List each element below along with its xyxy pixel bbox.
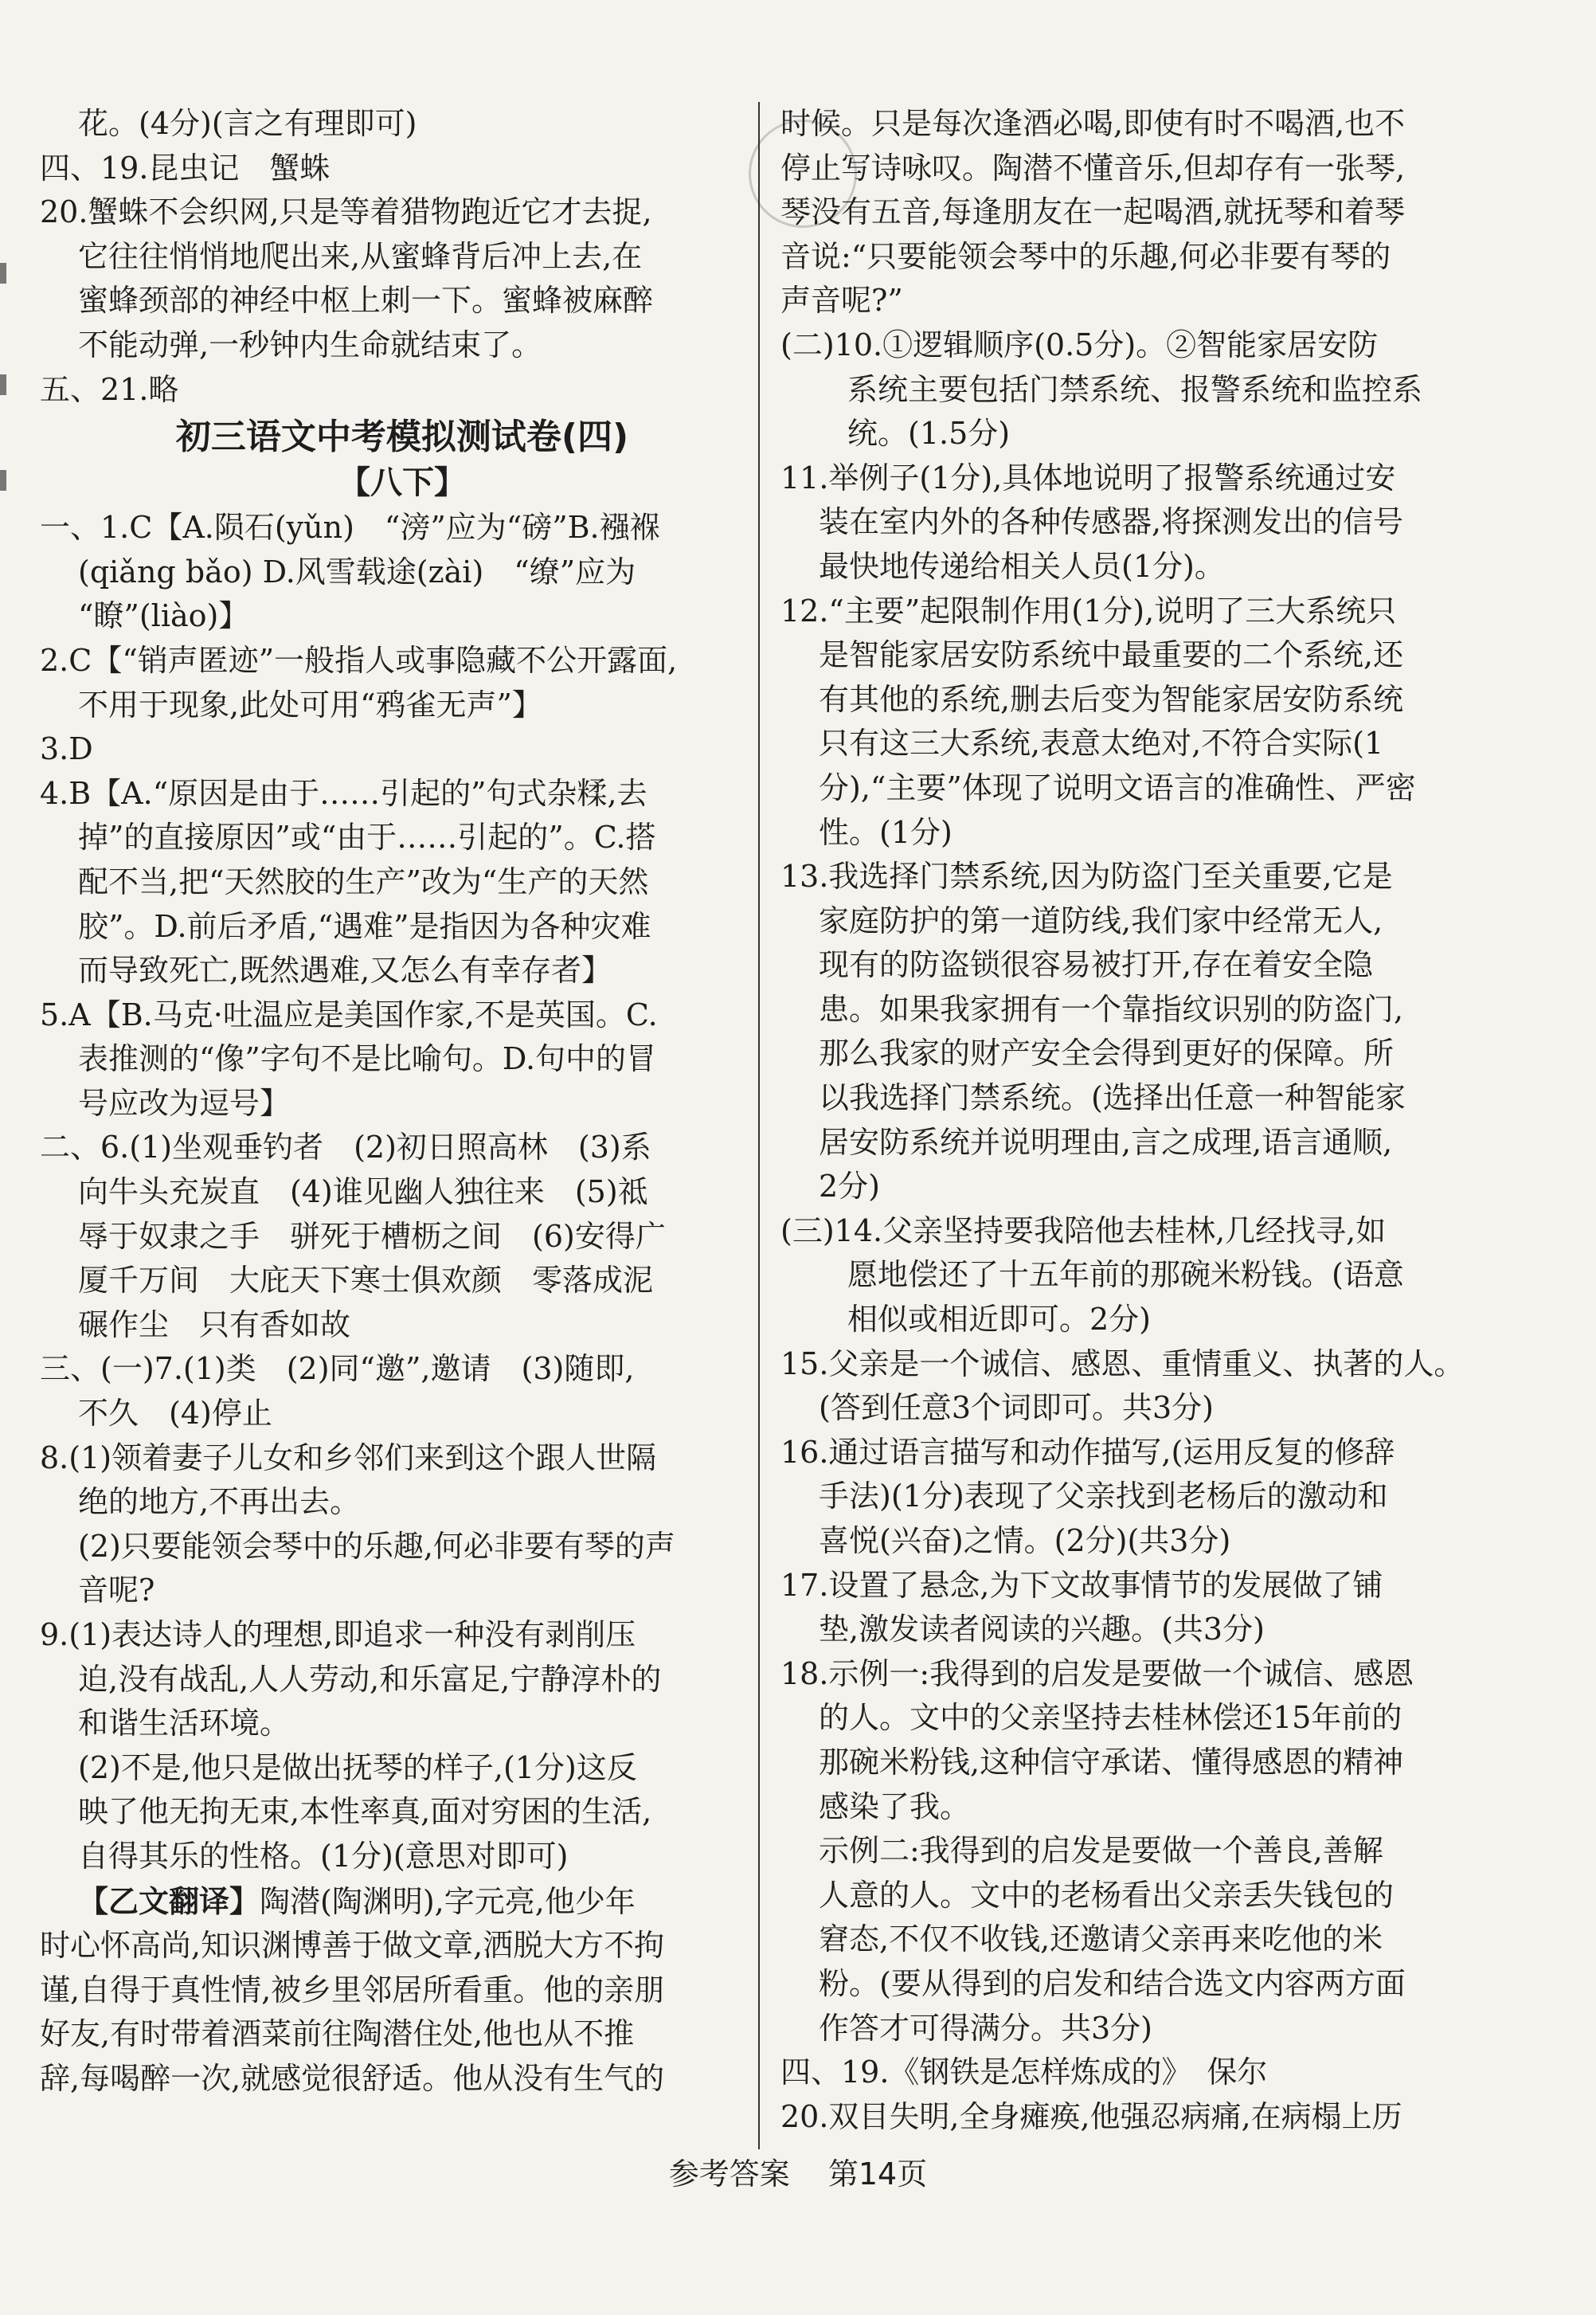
text-line: 的人。文中的父亲坚持去桂林偿还15年前的 xyxy=(819,1700,1402,1736)
left-body-section xyxy=(40,506,765,1878)
text-line: 粉。(要从得到的启发和结合选文内容两方面 xyxy=(819,1965,1406,2001)
text-line: 3.D xyxy=(40,731,93,767)
text-line: 不用于现象,此处可用“鸦雀无声”】 xyxy=(78,687,542,723)
text-line: 现有的防盗锁很容易被打开,存在着安全隐 xyxy=(819,947,1374,983)
translation-section xyxy=(40,1924,765,2101)
text-line: 厦千万间 大庇天下寒士俱欢颜 零落成泥 xyxy=(78,1263,654,1299)
edge-mark xyxy=(0,470,6,491)
text-line: 掉”的直接原因”或“由于……引起的”。C.搭 xyxy=(78,820,656,856)
text-line: 表推测的“像”字句不是比喻句。D.句中的冒 xyxy=(78,1041,657,1077)
text-line: 感染了我。 xyxy=(819,1788,971,1824)
text-line: 垫,激发读者阅读的兴趣。(共3分) xyxy=(819,1612,1265,1647)
text-line: 时候。只是每次逢酒必喝,即使有时不喝酒,也不 xyxy=(780,106,1406,141)
text-line: 音呢? xyxy=(78,1573,155,1608)
exam-title: 初三语文中考模拟测试卷(四) xyxy=(175,417,629,458)
text-line: 性。(1分) xyxy=(819,814,953,850)
text-line: 碾作尘 只有香如故 xyxy=(78,1306,351,1342)
text-line: 居安防系统并说明理由,言之成理,语言通顺, xyxy=(819,1124,1393,1160)
footer-label: 参考答案 xyxy=(668,2156,790,2192)
text-line: 相似或相近即可。2分) xyxy=(847,1302,1152,1338)
text-line: 自得其乐的性格。(1分)(意思对即可) xyxy=(78,1838,569,1874)
text-line: 声音呢?” xyxy=(780,283,903,319)
text-line: 二、6.(1)坐观垂钓者 (2)初日照高林 (3)系 xyxy=(40,1130,651,1165)
text-line: 窘态,不仅不收钱,还邀请父亲再来吃他的米 xyxy=(819,1921,1383,1957)
text-line: 愿地偿还了十五年前的那碗米粉钱。(语意 xyxy=(847,1257,1404,1293)
text-line: 家庭防护的第一道防线,我们家中经常无人, xyxy=(819,903,1383,938)
text-line: 只有这三大系统,表意太绝对,不符合实际(1 xyxy=(819,726,1384,762)
text-line: (三)14.父亲坚持要我陪他去桂林,几经找寻,如 xyxy=(780,1212,1387,1248)
translation-label: 【乙文翻译】 xyxy=(78,1882,260,1919)
text-line: 那么我家的财产安全会得到更好的保障。所 xyxy=(819,1036,1395,1071)
text-line: 是智能家居安防系统中最重要的二个系统,还 xyxy=(819,637,1404,673)
text-line: 四、19.《钢铁是怎样炼成的》 保尔 xyxy=(780,2055,1268,2090)
text-line: 4.B【A.“原因是由于……引起的”句式杂糅,去 xyxy=(40,775,647,811)
text-line: 向牛头充炭直 (4)谁见幽人独往来 (5)祗 xyxy=(78,1174,648,1210)
text-line: 12.“主要”起限制作用(1分),说明了三大系统只 xyxy=(780,593,1397,629)
text-line: 而导致死亡,既然遇难,又怎么有幸存者】 xyxy=(78,953,612,989)
left-column xyxy=(40,102,765,2102)
text-line: 和谐生活环境。 xyxy=(78,1706,291,1741)
text-line: 17.设置了悬念,为下文故事情节的发展做了铺 xyxy=(780,1567,1383,1603)
page-number: 第14页 xyxy=(827,2156,928,2192)
text-line: “瞭”(liào)】 xyxy=(78,598,249,634)
text-line: 喜悦(兴奋)之情。(2分)(共3分) xyxy=(819,1523,1231,1558)
text-line: 辞,每喝醉一次,就感觉很舒适。他从没有生气的 xyxy=(40,2060,665,2096)
text-line: 映了他无拘无束,本性率真,面对穷困的生活, xyxy=(78,1794,652,1830)
text-line: 停止写诗咏叹。陶潜不懂音乐,但却存有一张琴, xyxy=(780,150,1406,186)
text-line: 人意的人。文中的老杨看出父亲丢失钱包的 xyxy=(819,1877,1395,1913)
text-line: (qiǎng bǎo) D.风雪载途(zài) “缭”应为 xyxy=(78,554,636,590)
translation-text: 陶潜(陶渊明),字元亮,他少年 xyxy=(260,1883,636,1919)
text-line: 13.我选择门禁系统,因为防盗门至关重要,它是 xyxy=(780,859,1393,895)
left-top-section xyxy=(40,102,765,412)
text-line: 配不当,把“天然胶的生产”改为“生产的天然 xyxy=(78,864,649,899)
text-line: 辱于奴隶之手 骈死于槽枥之间 (6)安得广 xyxy=(78,1218,666,1254)
edge-mark xyxy=(0,374,6,395)
text-line: 不能动弹,一秒钟内生命就结束了。 xyxy=(78,327,542,362)
text-line: 四、19.昆虫记 蟹蛛 xyxy=(40,150,331,186)
text-line: 时心怀高尚,知识渊博善于做文章,洒脱大方不拘 xyxy=(40,1928,665,1964)
text-line: 五、21.略 xyxy=(40,371,179,407)
text-line: 15.父亲是一个诚信、感恩、重情重义、执著的人。 xyxy=(780,1346,1465,1381)
text-line: (二)10.①逻辑顺序(0.5分)。②智能家居安防 xyxy=(780,327,1379,362)
text-line: 16.通过语言描写和动作描写,(运用反复的修辞 xyxy=(780,1434,1395,1470)
text-line: 谨,自得于真性情,被乡里邻居所看重。他的亲朋 xyxy=(40,1972,665,2008)
page-footer xyxy=(0,2149,1596,2193)
text-line: 花。(4分)(言之有理即可) xyxy=(78,106,417,141)
text-line: 示例二:我得到的启发是要做一个善良,善解 xyxy=(819,1833,1383,1869)
text-line: 统。(1.5分) xyxy=(847,416,1011,452)
text-line: 2分) xyxy=(819,1169,881,1205)
text-line: 11.举例子(1分),具体地说明了报警系统通过安 xyxy=(780,460,1396,496)
text-line: 系统主要包括门禁系统、报警系统和监控系 xyxy=(847,371,1423,407)
text-line: 以我选择门禁系统。(选择出任意一种智能家 xyxy=(819,1080,1406,1116)
text-line: 琴没有五音,每逢朋友在一起喝酒,就抚琴和着琴 xyxy=(780,194,1406,230)
text-line: 分),“主要”体现了说明文语言的准确性、严密 xyxy=(819,770,1416,805)
exam-subtitle: 【八下】 xyxy=(338,464,466,502)
text-line: (2)只要能领会琴中的乐趣,何必非要有琴的声 xyxy=(78,1528,675,1564)
text-line: 9.(1)表达诗人的理想,即追求一种没有剥削压 xyxy=(40,1617,636,1652)
right-body-section xyxy=(780,102,1505,2139)
text-line: 三、(一)7.(1)类 (2)同“邀”,邀请 (3)随即, xyxy=(40,1351,635,1387)
text-line: 号应改为逗号】 xyxy=(78,1085,291,1121)
text-line: 有其他的系统,删去后变为智能家居安防系统 xyxy=(819,681,1404,717)
text-line: 作答才可得满分。共3分) xyxy=(819,2010,1153,2046)
text-line: 音说:“只要能领会琴中的乐趣,何必非要有琴的 xyxy=(780,238,1391,274)
text-line: 2.C【“销声匿迹”一般指人或事隐藏不公开露面, xyxy=(40,642,678,678)
text-line: 一、1.C【A.陨石(yǔn) “滂”应为“磅”B.襁褓 xyxy=(40,510,660,546)
text-line: (2)不是,他只是做出抚琴的样子,(1分)这反 xyxy=(78,1749,637,1785)
column-divider xyxy=(758,102,760,2149)
text-line: 迫,没有战乱,人人劳动,和乐富足,宁静淳朴的 xyxy=(78,1661,662,1697)
text-line: 蜜蜂颈部的神经中枢上刺一下。蜜蜂被麻醉 xyxy=(78,283,654,319)
text-line: 不久 (4)停止 xyxy=(78,1396,272,1432)
text-line: 好友,有时带着酒菜前往陶潜住处,他也从不推 xyxy=(40,2016,635,2052)
text-line: 8.(1)领着妻子儿女和乡邻们来到这个跟人世隔 xyxy=(40,1440,657,1475)
text-line: 手法)(1分)表现了父亲找到老杨后的激动和 xyxy=(819,1479,1388,1514)
text-line: 20.双目失明,全身瘫痪,他强忍病痛,在病榻上历 xyxy=(780,2098,1402,2134)
text-line: 18.示例一:我得到的启发是要做一个诚信、感恩 xyxy=(780,1655,1414,1691)
text-line: 5.A【B.马克·吐温应是美国作家,不是英国。C. xyxy=(40,997,658,1032)
text-line: 胶”。D.前后矛盾,“遇难”是指因为各种灾难 xyxy=(78,908,651,944)
text-line: 绝的地方,不再出去。 xyxy=(78,1484,361,1520)
edge-mark xyxy=(0,263,6,284)
text-line: 它往往悄悄地爬出来,从蜜蜂背后冲上去,在 xyxy=(78,238,643,274)
right-column xyxy=(780,102,1505,2139)
text-line: 最快地传递给相关人员(1分)。 xyxy=(819,548,1225,584)
text-line: 患。如果我家拥有一个靠指纹识别的防盗门, xyxy=(819,991,1404,1027)
translation-first-line xyxy=(40,1879,765,1925)
text-line: 那碗米粉钱,这种信守承诺、懂得感恩的精神 xyxy=(819,1744,1404,1780)
text-line: 装在室内外的各种传感器,将探测发出的信号 xyxy=(819,504,1404,540)
text-line: 20.蟹蛛不会织网,只是等着猎物跑近它才去捉, xyxy=(40,194,652,230)
text-line: (答到任意3个词即可。共3分) xyxy=(819,1390,1215,1426)
